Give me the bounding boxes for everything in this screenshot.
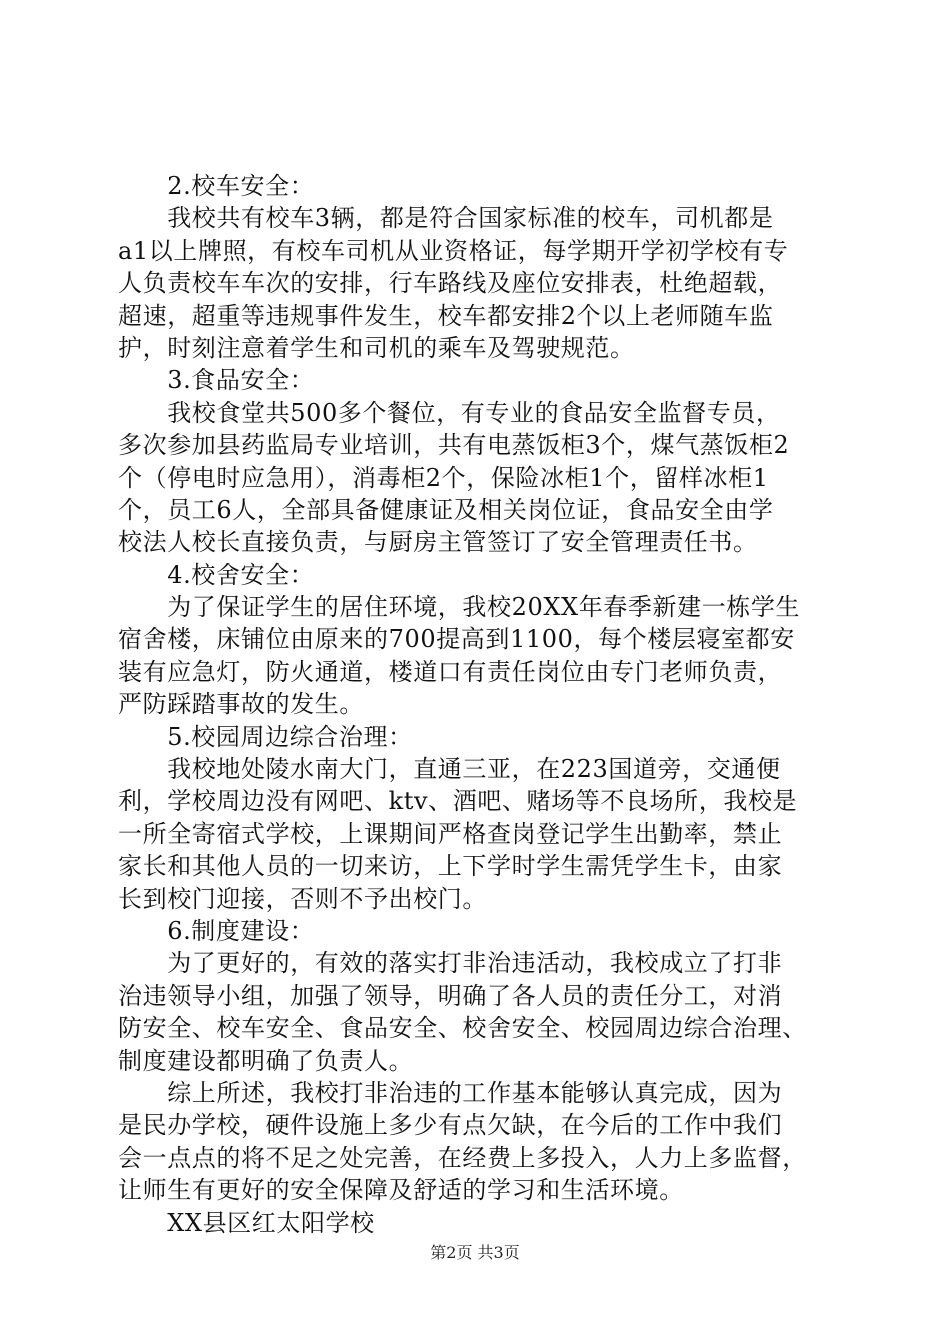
summary-line: 综上所述，我校打非治违的工作基本能够认真完成，因为: [118, 1078, 783, 1107]
paragraph-line: 利，学校周边没有网吧、ktv、酒吧、赌场等不良场所，我校是: [118, 787, 798, 816]
paragraph-line: 为了更好的，有效的落实打非治违活动，我校成立了打非: [118, 949, 783, 978]
signature-line: XX县区红太阳学校: [118, 1208, 375, 1237]
paragraph-line: 装有应急灯，防火通道，楼道口有责任岗位由专门老师负责，: [118, 657, 783, 686]
section-heading-bus-safety: 2.校车安全：: [118, 172, 315, 200]
paragraph-line: 严防踩踏事故的发生。: [118, 690, 364, 719]
paragraph-line: 护，时刻注意着学生和司机的乘车及驾驶规范。: [118, 333, 635, 362]
section-heading-dormitory-safety: 4.校舍安全：: [118, 560, 315, 589]
summary-line: 会一点点的将不足之处完善，在经费上多投入，人力上多监督，: [118, 1143, 807, 1172]
summary-line: 是民办学校，硬件设施上多少有点欠缺，在今后的工作中我们: [118, 1111, 783, 1140]
paragraph-line: a1以上牌照，有校车司机从业资格证，每学期开学初学校有专: [118, 236, 789, 265]
section-heading-food-safety: 3.食品安全：: [118, 366, 315, 395]
paragraph-line: 个，员工6人，全部具备健康证及相关岗位证，食品安全由学: [118, 495, 774, 524]
page-number-footer: 第2页 共3页: [430, 1243, 520, 1262]
paragraph-line: 一所全寄宿式学校，上课期间严格查岗登记学生出勤率，禁止: [118, 819, 783, 848]
section-heading-system-building: 6.制度建设：: [118, 916, 315, 945]
paragraph-line: 治违领导小组，加强了领导，明确了各人员的责任分工，对消: [118, 981, 783, 1010]
summary-line: 让师生有更好的安全保障及舒适的学习和生活环境。: [118, 1176, 684, 1205]
paragraph-line: 多次参加县药监局专业培训，共有电蒸饭柜3个，煤气蒸饭柜2: [118, 431, 790, 460]
paragraph-line: 我校共有校车3辆，都是符合国家标准的校车，司机都是: [118, 204, 774, 233]
paragraph-line: 家长和其他人员的一切来访，上下学时学生需凭学生卡，由家: [118, 852, 783, 881]
paragraph-line: 校法人校长直接负责，与厨房主管签订了安全管理责任书。: [118, 528, 758, 557]
paragraph-line: 防安全、校车安全、食品安全、校舍安全、校园周边综合治理、: [118, 1014, 807, 1043]
paragraph-line: 制度建设都明确了负责人。: [118, 1046, 414, 1075]
paragraph-line: 长到校门迎接，否则不予出校门。: [118, 884, 487, 913]
paragraph-line: 为了保证学生的居住环境，我校20XX年春季新建一栋学生: [118, 593, 801, 622]
document-body: [118, 170, 833, 1239]
paragraph-line: 超速，超重等违规事件发生，校车都安排2个以上老师随车监: [118, 301, 774, 330]
section-heading-campus-surroundings: 5.校园周边综合治理：: [118, 722, 413, 751]
paragraph-line: 个（停电时应急用），消毒柜2个，保险冰柜1个，留样冰柜1: [118, 463, 769, 492]
paragraph-line: 我校地处陵水南大门，直通三亚，在223国道旁，交通便: [118, 755, 781, 784]
paragraph-line: 我校食堂共500多个餐位，有专业的食品安全监督专员，: [118, 398, 781, 427]
paragraph-line: 人负责校车车次的安排，行车路线及座位安排表，杜绝超载，: [118, 269, 783, 298]
paragraph-line: 宿舍楼，床铺位由原来的700提高到1100，每个楼层寝室都安: [118, 625, 795, 654]
